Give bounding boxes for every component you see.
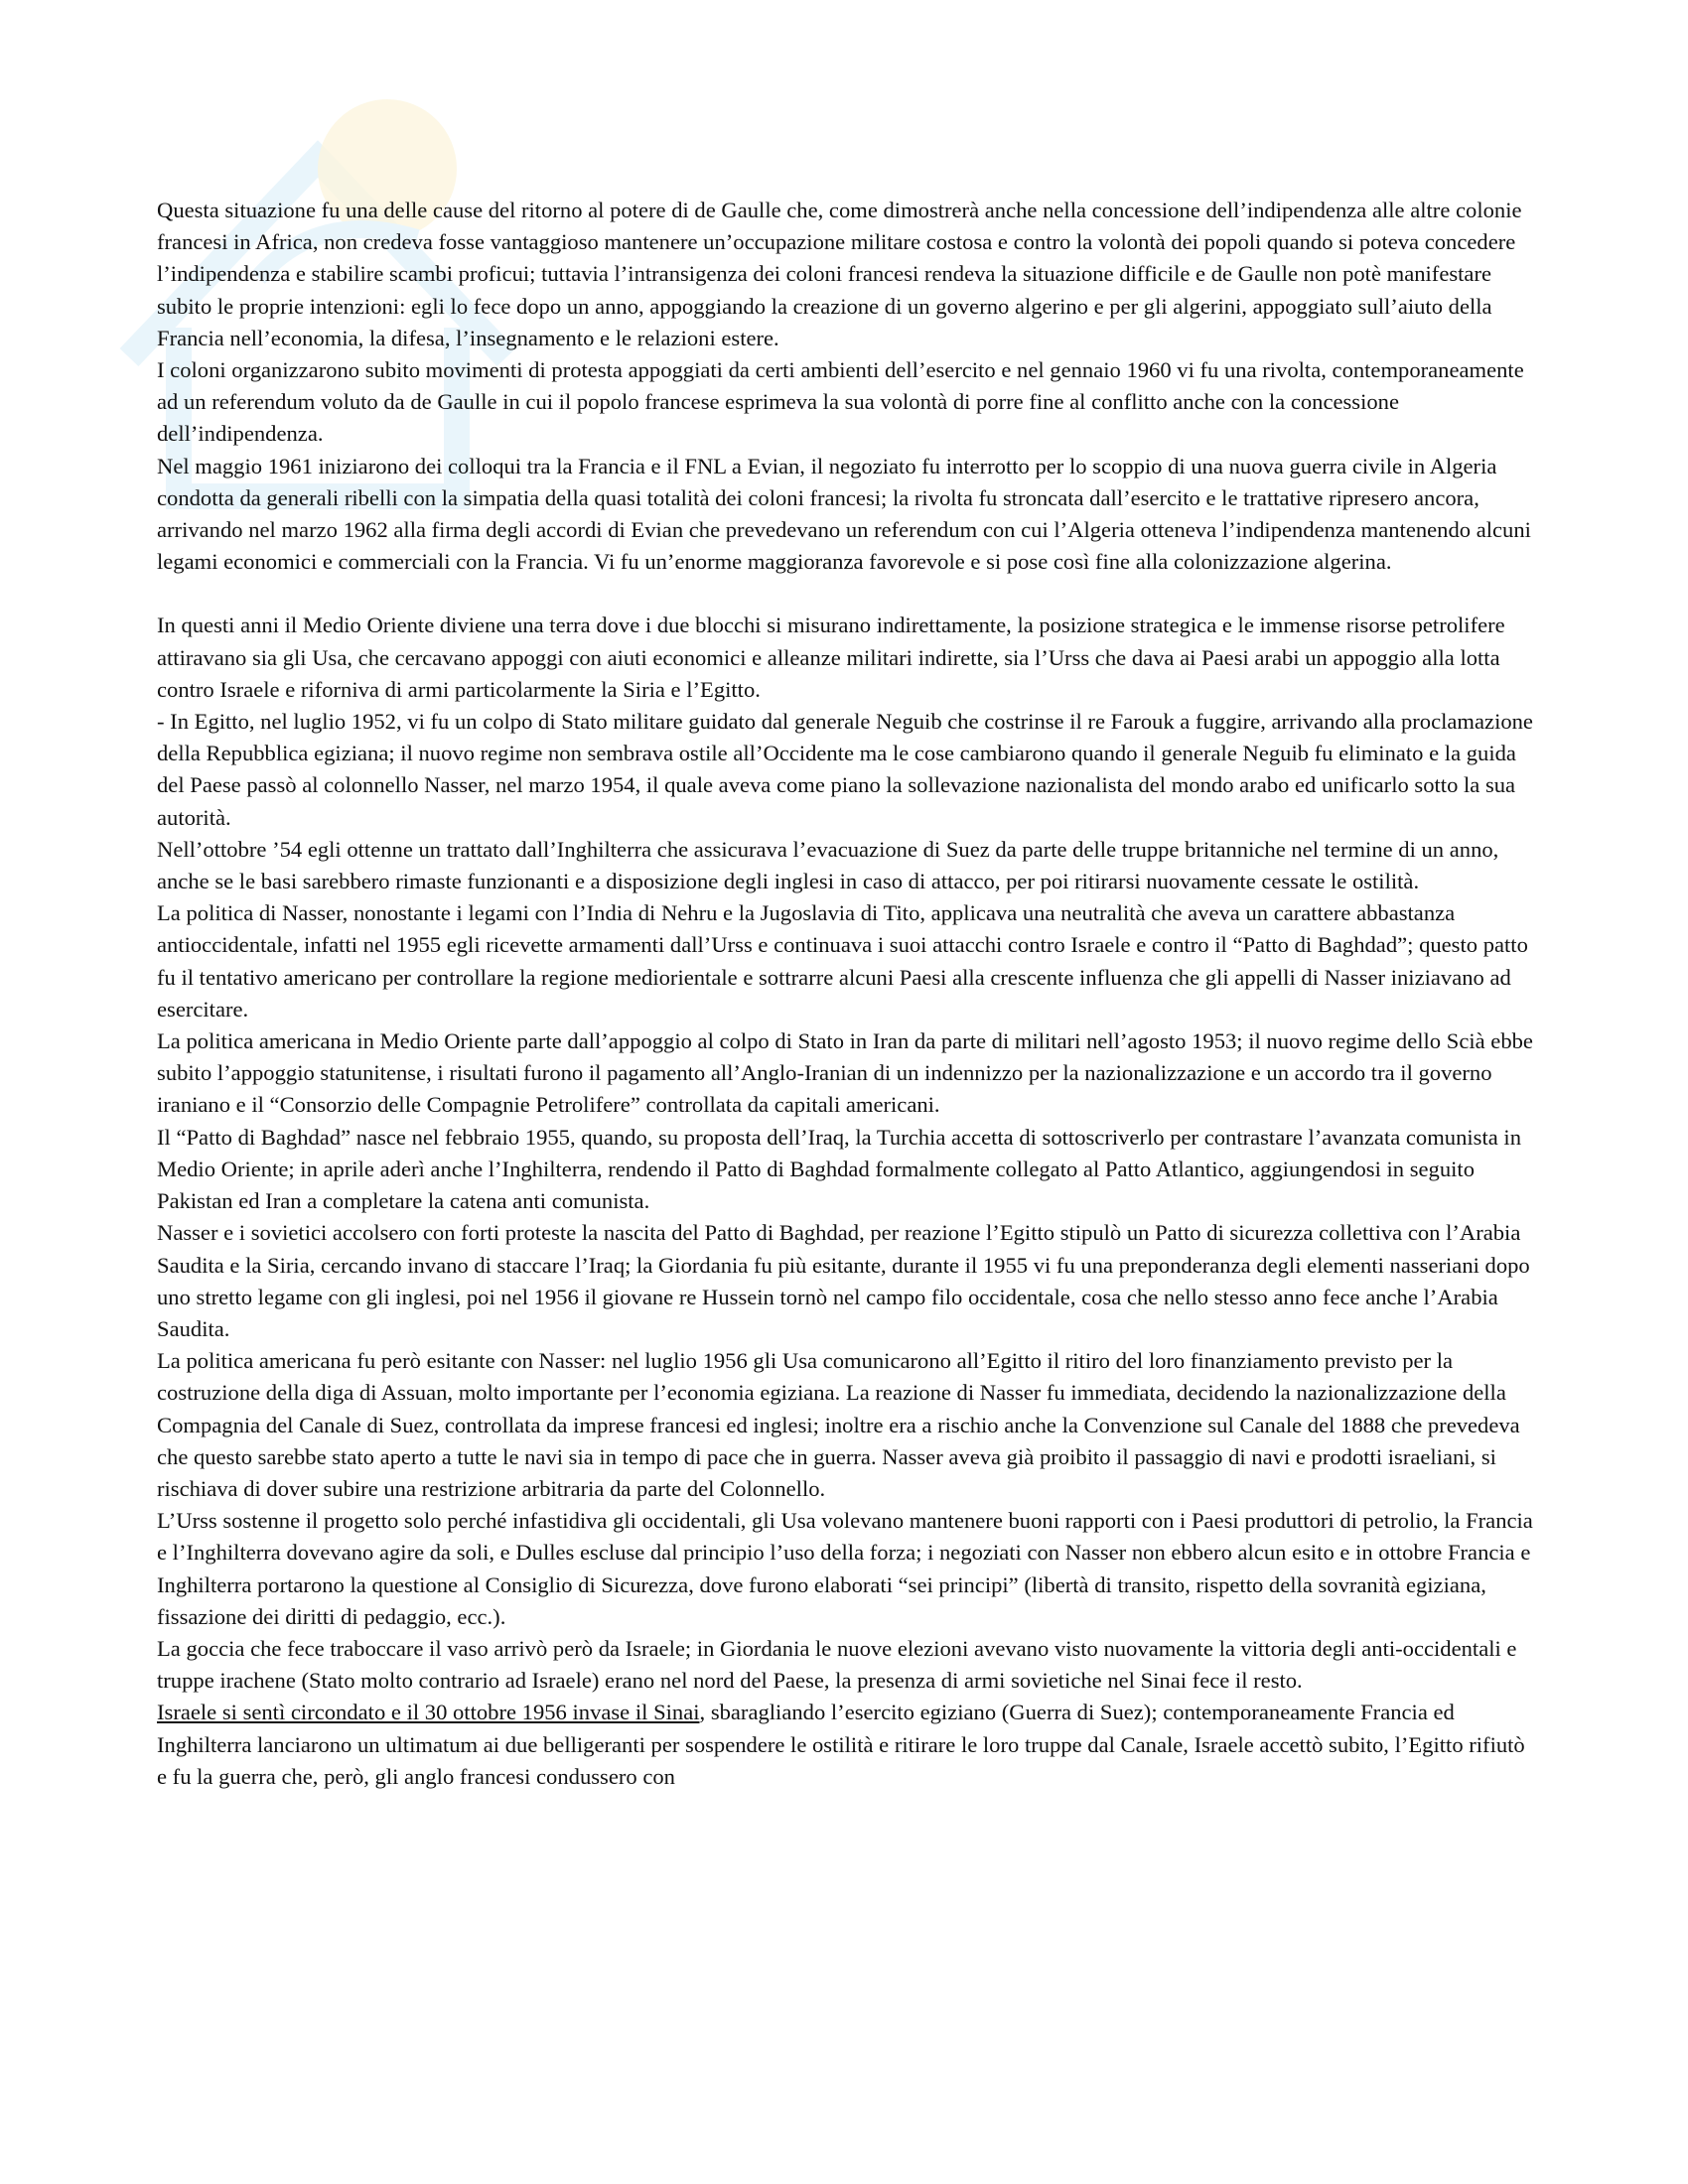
paragraph: La politica americana in Medio Oriente parte dall’appoggio al colpo di Stato in Iran da parte di militari nell’agosto 1953; il nuovo regime dello Scià ebbe subito l’appoggio statunitense, i risultati furono il pagamento all’Anglo-Iranian di un indennizzo per la nazionalizzazione e un accordo tra il governo iraniano e il “Consorzio delle Compagnie Petrolifere” controllata da capitali americani. (157, 1028, 1533, 1118)
paragraph-continuation: , sbaragliando l’esercito egiziano (Guerra di Suez); contemporaneamente Francia ed Inghilterra lanciarono un ultimatum ai due belligeranti per sospendere le ostilità e ritirare le loro truppe dal Canale, Israele accettò subito, l’Egitto rifiutò e fu la guerra che, però, gli anglo francesi condussero con (157, 1700, 1525, 1789)
paragraph: La goccia che fece traboccare il vaso arrivò però da Israele; in Giordania le nuove elezioni avevano visto nuovamente la vittoria degli anti-occidentali e truppe irachene (Stato molto contrario ad Israele) erano nel nord del Paese, la presenza di armi sovietiche nel Sinai fece il resto. (157, 1635, 1517, 1694)
paragraph: In questi anni il Medio Oriente diviene una terra dove i due blocchi si misurano indirettamente, la posizione strategica e le immense risorse petrolifere attiravano sia gli Usa, che cercavano appoggi con aiuti economici e alleanze militari indirette, sia l’Urss che dava ai Paesi arabi un appoggio alla lotta contro Israele e riforniva di armi particolarmente la Siria e l’Egitto. (157, 613, 1505, 702)
paragraph-spacer (157, 578, 1537, 610)
paragraph: La politica americana fu però esitante con Nasser: nel luglio 1956 gli Usa comunicarono all’Egitto il ritiro del loro finanziamento previsto per la costruzione della diga di Assuan, molto importante per l’economia egiziana. La reazione di Nasser fu immediata, decidendo la nazionalizzazione della Compagnia del Canale di Suez, controllata da imprese francesi ed inglesi; inoltre era a rischio anche la Convenzione sul Canale del 1888 che prevedeva che questo sarebbe stato aperto a tutte le navi sia in tempo di pace che in guerra. Nasser aveva già proibito il passaggio di navi e prodotti israeliani, si rischiava di dover subire una restrizione arbitraria da parte del Colonnello. (157, 1348, 1520, 1501)
paragraph: I coloni organizzarono subito movimenti di protesta appoggiati da certi ambienti dell’esercito e nel gennaio 1960 vi fu una rivolta, contemporaneamente ad un referendum voluto da de Gaulle in cui il popolo francese esprimeva la sua volontà di porre fine al conflitto anche con la concessione dell’indipendenza. (157, 357, 1524, 447)
paragraph: - In Egitto, nel luglio 1952, vi fu un colpo di Stato militare guidato dal generale Neguib che costrinse il re Farouk a fuggire, arrivando alla proclamazione della Repubblica egiziana; il nuovo regime non sembrava ostile all’Occidente ma le cose cambiarono quando il generale Neguib fu eliminato e la guida del Paese passò al colonnello Nasser, nel marzo 1954, il quale aveva come piano la sollevazione nazionalista del mondo arabo ed unificarlo sotto la sua autorità. (157, 709, 1533, 830)
paragraph: La politica di Nasser, nonostante i legami con l’India di Nehru e la Jugoslavia di Tito, applicava una neutralità che aveva un carattere abbastanza antioccidentale, infatti nel 1955 egli ricevette armamenti dall’Urss e continuava i suoi attacchi contro Israele e contro il “Patto di Baghdad”; questo patto fu il tentativo americano per controllare la regione mediorientale e sottrarre alcuni Paesi alla crescente influenza che gli appelli di Nasser iniziavano ad esercitare. (157, 900, 1528, 1022)
paragraph: Questa situazione fu una delle cause del ritorno al potere di de Gaulle che, come dimostrerà anche nella concessione dell’indipendenza alle altre colonie francesi in Africa, non credeva fosse vantaggioso mantenere un’occupazione militare costosa e contro la volontà dei popoli quando si poteva concedere l’indipendenza e stabilire scambi proficui; tuttavia l’intransigenza dei coloni francesi rendeva la situazione difficile e de Gaulle non potè manifestare subito le proprie intenzioni: egli lo fece dopo un anno, appoggiando la creazione di un governo algerino e per gli algerini, appoggiato sull’aiuto della Francia nell’economia, la difesa, l’insegnamento e le relazioni estere. (157, 198, 1522, 350)
paragraph: Nell’ottobre ’54 egli ottenne un trattato dall’Inghilterra che assicurava l’evacuazione di Suez da parte delle truppe britanniche nel termine di un anno, anche se le basi sarebbero rimaste funzionanti e a disposizione degli inglesi in caso di attacco, per poi ritirarsi nuovamente cessate le ostilità. (157, 836, 1499, 894)
paragraph: Nasser e i sovietici accolsero con forti proteste la nascita del Patto di Baghdad, per reazione l’Egitto stipulò un Patto di sicurezza collettiva con l’Arabia Saudita e la Siria, cercando invano di staccare l’Iraq; la Giordania fu più esitante, durante il 1955 vi fu una preponderanza degli elementi nasseriani dopo uno stretto legame con gli inglesi, poi nel 1956 il giovane re Hussein tornò nel campo filo occidentale, cosa che nello stesso anno fece anche l’Arabia Saudita. (157, 1220, 1530, 1341)
underlined-phrase: Israele si sentì circondato e il 30 ottobre 1956 invase il Sinai (157, 1700, 700, 1725)
paragraph: Nel maggio 1961 iniziarono dei colloqui tra la Francia e il FNL a Evian, il negoziato fu interrotto per lo scoppio di una nuova guerra civile in Algeria condotta da generali ribelli con la simpatia della quasi totalità dei coloni francesi; la rivolta fu stroncata dall’esercito e le trattative ripresero ancora, arrivando nel marzo 1962 alla firma degli accordi di Evian che prevedevano un referendum con cui l’Algeria otteneva l’indipendenza mantenendo alcuni legami economici e commerciali con la Francia. Vi fu un’enorme maggioranza favorevole e si pose così fine alla colonizzazione algerina. (157, 453, 1531, 575)
document-body (157, 195, 1537, 1793)
paragraph: Il “Patto di Baghdad” nasce nel febbraio 1955, quando, su proposta dell’Iraq, la Turchia accetta di sottoscriverlo per contrastare l’avanzata comunista in Medio Oriente; in aprile aderì anche l’Inghilterra, rendendo il Patto di Baghdad formalmente collegato al Patto Atlantico, aggiungendosi in seguito Pakistan ed Iran a completare la catena anti comunista. (157, 1124, 1521, 1214)
paragraph-last (157, 1697, 1537, 1793)
paragraph: L’Urss sostenne il progetto solo perché infastidiva gli occidentali, gli Usa volevano mantenere buoni rapporti con i Paesi produttori di petrolio, la Francia e l’Inghilterra dovevano agire da soli, e Dulles escluse dal principio l’uso della forza; i negoziati con Nasser non ebbero alcun esito e in ottobre Francia e Inghilterra portarono la questione al Consiglio di Sicurezza, dove furono elaborati “sei principi” (libertà di transito, rispetto della sovranità egiziana, fissazione dei diritti di pedaggio, ecc.). (157, 1508, 1533, 1629)
